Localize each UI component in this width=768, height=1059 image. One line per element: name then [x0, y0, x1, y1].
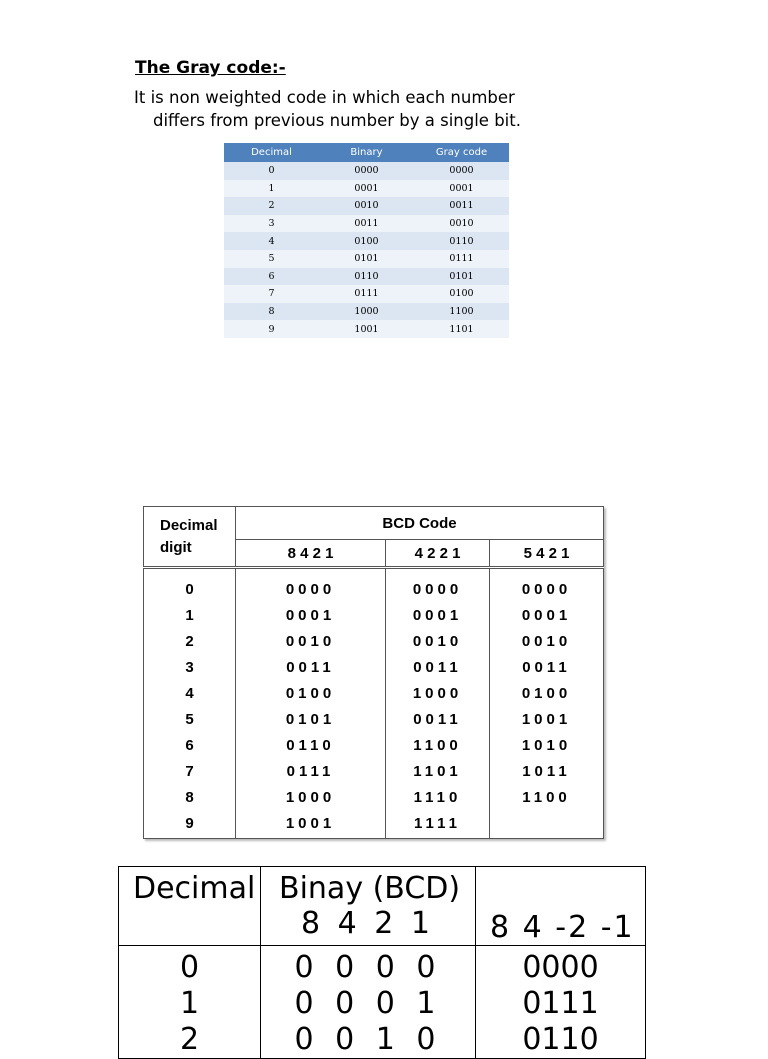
gray-header-binary: Binary: [319, 143, 414, 162]
gray-cell-binary: 0000: [319, 162, 414, 180]
bcd-5421-value: 0100: [521, 685, 572, 702]
bcd-digit: 1: [185, 607, 194, 624]
bcd-5421-value: 1100: [522, 789, 571, 806]
gray-cell-decimal: 2: [224, 197, 319, 215]
gray-table-header-row: [224, 143, 509, 162]
bcd-header-decimal: Decimal: [160, 516, 218, 534]
bcd-digits-column: [144, 568, 236, 839]
gray-cell-binary: 0001: [319, 180, 414, 198]
gray-table-row: [224, 250, 509, 268]
bcd-header-digit: digit: [160, 538, 192, 556]
bcd-5421-value: 0011: [522, 659, 571, 676]
bottom-header-decimal: Decimal: [119, 867, 261, 946]
gray-table-row: [224, 162, 509, 180]
gray-header-decimal: Decimal: [224, 143, 319, 162]
bcd-8421-value: 0010: [285, 633, 336, 650]
gray-cell-decimal: 4: [224, 232, 319, 250]
bcd-code-table: [143, 506, 604, 839]
bcd-digit: 4: [185, 685, 194, 702]
bcd-5421-value: 1010: [521, 737, 572, 754]
gray-cell-gray: 0000: [414, 162, 509, 180]
gray-cell-binary: 0100: [319, 232, 414, 250]
gray-cell-decimal: 3: [224, 215, 319, 233]
bcd-digit: 6: [185, 737, 194, 754]
bottom-binary-value: 0 0 0 0: [294, 950, 442, 985]
bottom-header-other: 8 4 -2 -1: [476, 867, 646, 946]
gray-table-row: [224, 320, 509, 338]
bcd-subheader-5421: 5 4 2 1: [490, 540, 604, 568]
bcd-digit: 2: [185, 633, 194, 650]
gray-table-row: [224, 232, 509, 250]
bcd-5421-value: 0010: [521, 633, 572, 650]
bcd-5421-column: [490, 568, 604, 839]
gray-cell-decimal: 9: [224, 320, 319, 338]
bcd-8421-value: 1001: [285, 815, 336, 832]
gray-table-body: [224, 162, 509, 338]
gray-code-description: [134, 86, 654, 132]
gray-table-row: [224, 285, 509, 303]
bcd-digit: 7: [185, 763, 194, 780]
gray-cell-decimal: 8: [224, 303, 319, 321]
gray-cell-binary: 0011: [319, 215, 414, 233]
gray-code-heading: The Gray code:-: [135, 58, 286, 78]
gray-table-row: [224, 268, 509, 286]
gray-table-row: [224, 197, 509, 215]
bottom-header-binary-weights: 8 4 2 1: [301, 906, 434, 941]
bottom-decimal-value: 0: [179, 950, 200, 985]
gray-cell-decimal: 6: [224, 268, 319, 286]
bottom-other-value: 0110: [522, 1022, 599, 1057]
bottom-binary-value: 0 0 1 0: [294, 1022, 442, 1057]
bcd-digit: 0: [185, 581, 194, 598]
bcd-5421-value: 1011: [522, 763, 571, 780]
bcd-header-group: BCD Code: [236, 507, 604, 540]
bcd-4221-value: 0011: [413, 659, 462, 676]
bcd-4221-value: 1111: [414, 815, 461, 832]
gray-cell-binary: 1001: [319, 320, 414, 338]
gray-cell-gray: 0001: [414, 180, 509, 198]
bottom-other-value: 0000: [522, 950, 599, 985]
gray-cell-gray: 0010: [414, 215, 509, 233]
bcd-8421-column: [236, 568, 386, 839]
bcd-header-decimal-digit: [144, 507, 236, 568]
bottom-binary-column: [261, 946, 476, 1059]
bottom-header-binary: [261, 867, 476, 946]
bcd-4221-value: 0010: [412, 633, 463, 650]
bottom-binary-value: 0 0 0 1: [294, 986, 442, 1021]
gray-cell-decimal: 1: [224, 180, 319, 198]
bottom-header-binary-title: Binay (BCD): [279, 871, 461, 906]
bottom-header-row: [119, 867, 646, 946]
gray-code-table: [224, 143, 509, 338]
bcd-subheader-8421: 8 4 2 1: [236, 540, 386, 568]
bcd-4221-value: 1100: [413, 737, 462, 754]
bcd-body-row: [144, 568, 604, 839]
gray-cell-gray: 1101: [414, 320, 509, 338]
bcd-8421-value: 0001: [285, 607, 336, 624]
bcd-4221-value: 0011: [413, 711, 462, 728]
bcd-digit: 3: [185, 659, 194, 676]
bcd-digit: 9: [185, 815, 194, 832]
bottom-body-row: [119, 946, 646, 1059]
bcd-digit: 8: [185, 789, 194, 806]
bottom-decimal-value: 2: [179, 1022, 200, 1057]
gray-cell-decimal: 7: [224, 285, 319, 303]
bcd-8421-value: 0101: [285, 711, 336, 728]
gray-cell-decimal: 5: [224, 250, 319, 268]
bcd-5421-value: 0000: [521, 581, 572, 598]
bcd-4221-value: 0000: [412, 581, 463, 598]
bcd-8421-value: 0011: [286, 659, 335, 676]
gray-table-row: [224, 303, 509, 321]
bottom-other-column: [476, 946, 646, 1059]
bcd-digit: 5: [185, 711, 194, 728]
gray-cell-binary: 0110: [319, 268, 414, 286]
bcd-8421-value: 0100: [285, 685, 336, 702]
gray-cell-gray: 0101: [414, 268, 509, 286]
bcd-4221-value: 1101: [413, 763, 462, 780]
gray-cell-binary: 0101: [319, 250, 414, 268]
gray-cell-binary: 0010: [319, 197, 414, 215]
gray-cell-gray: 0111: [414, 250, 509, 268]
bcd-8421-value: 0111: [286, 763, 335, 780]
bottom-decimal-column: [119, 946, 261, 1059]
bottom-other-value: 0111: [522, 986, 599, 1021]
bcd-8421-value: 1000: [285, 789, 336, 806]
bcd-8421-value: 0110: [286, 737, 335, 754]
intro-line-1: It is non weighted code in which each number: [134, 88, 515, 107]
intro-line-2: differs from previous number by a single bit.: [153, 111, 521, 130]
bcd-subheader-4221: 4 2 2 1: [386, 540, 490, 568]
bcd-5421-value: 1001: [521, 711, 572, 728]
bcd-excess-table: [118, 866, 646, 1059]
bcd-4221-value: 1110: [413, 789, 462, 806]
gray-cell-gray: 0100: [414, 285, 509, 303]
bcd-8421-value: 0000: [285, 581, 336, 598]
gray-table-row: [224, 180, 509, 198]
gray-cell-binary: 0111: [319, 285, 414, 303]
bottom-decimal-value: 1: [179, 986, 200, 1021]
bcd-4221-value: 0001: [412, 607, 463, 624]
gray-cell-gray: 0011: [414, 197, 509, 215]
gray-table-row: [224, 215, 509, 233]
bcd-header-row: [144, 507, 604, 540]
gray-cell-gray: 0110: [414, 232, 509, 250]
bcd-4221-column: [386, 568, 490, 839]
gray-cell-binary: 1000: [319, 303, 414, 321]
bcd-4221-value: 1000: [412, 685, 463, 702]
gray-cell-decimal: 0: [224, 162, 319, 180]
gray-cell-gray: 1100: [414, 303, 509, 321]
bcd-5421-value: 0001: [521, 607, 572, 624]
gray-header-gray: Gray code: [414, 143, 509, 162]
